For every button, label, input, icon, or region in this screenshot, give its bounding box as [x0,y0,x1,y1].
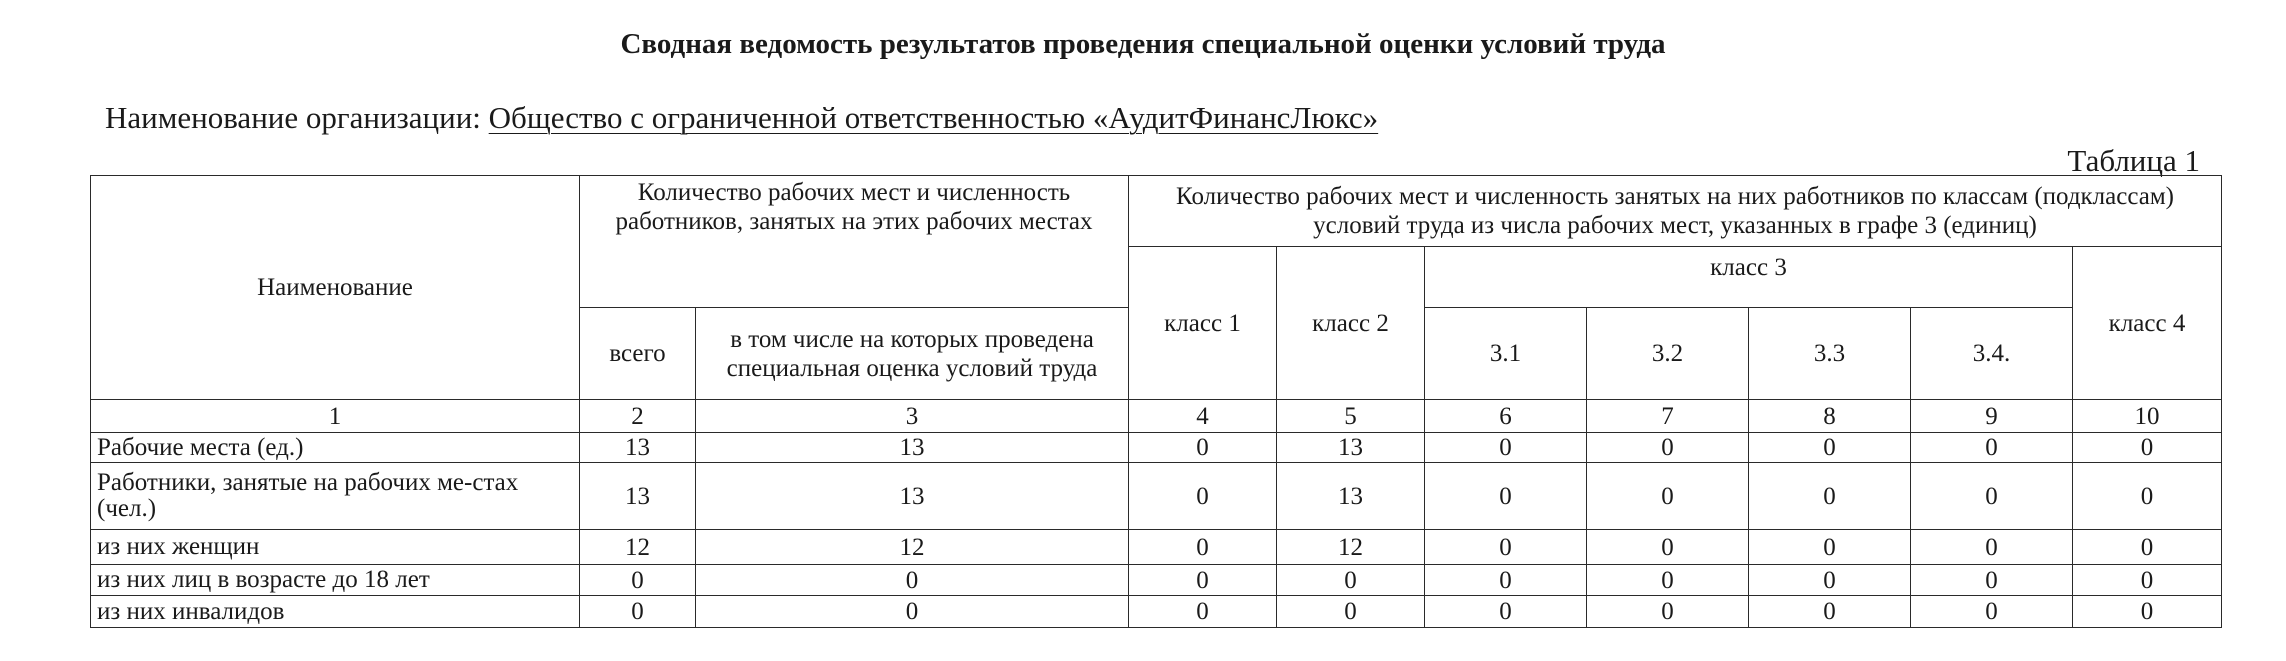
summary-table [90,175,2222,628]
column-number: 10 [2073,400,2222,433]
cell-value: 0 [1277,596,1425,628]
row-label: из них инвалидов [91,596,580,628]
cell-value: 0 [1749,463,1911,530]
column-number: 5 [1277,400,1425,433]
cell-value: 0 [580,596,696,628]
organization-label: Наименование организации: [105,100,489,135]
cell-value: 0 [1425,433,1587,463]
cell-value: 0 [1749,530,1911,565]
cell-value: 0 [1749,433,1911,463]
table-row [91,433,2222,463]
header-class-3: класс 3 [1425,247,2073,308]
cell-value: 0 [1911,596,2073,628]
cell-value: 0 [1425,463,1587,530]
header-subclass-3-4: 3.4. [1911,308,2073,400]
cell-value: 0 [1129,596,1277,628]
cell-value: 0 [1911,565,2073,596]
column-number-row [91,400,2222,433]
cell-value: 12 [580,530,696,565]
cell-value: 0 [1587,530,1749,565]
column-number: 7 [1587,400,1749,433]
cell-value: 0 [696,565,1129,596]
cell-value: 0 [696,596,1129,628]
organization-line [105,99,1378,137]
header-class-2: класс 2 [1277,247,1425,400]
cell-value: 13 [696,433,1129,463]
cell-value: 0 [2073,565,2222,596]
header-class-1: класс 1 [1129,247,1277,400]
table-row [91,463,2222,530]
document-title: Сводная ведомость результатов проведения специальной оценки условий труда [620,28,1666,60]
cell-value: 13 [580,463,696,530]
cell-value: 0 [1129,433,1277,463]
column-number: 6 [1425,400,1587,433]
cell-value: 13 [1277,463,1425,530]
cell-value: 0 [2073,463,2222,530]
cell-value: 0 [580,565,696,596]
cell-value: 0 [1425,530,1587,565]
column-number: 4 [1129,400,1277,433]
cell-value: 0 [1587,463,1749,530]
cell-value: 0 [1749,596,1911,628]
row-label: из них женщин [91,530,580,565]
column-number: 8 [1749,400,1911,433]
header-subclass-3-2: 3.2 [1587,308,1749,400]
cell-value: 0 [2073,596,2222,628]
cell-value: 0 [2073,433,2222,463]
cell-value: 12 [1277,530,1425,565]
row-label: из них лиц в возрасте до 18 лет [91,565,580,596]
table-row [91,565,2222,596]
cell-value: 0 [1277,565,1425,596]
table-row [91,530,2222,565]
column-number: 2 [580,400,696,433]
cell-value: 13 [580,433,696,463]
cell-value: 0 [1129,463,1277,530]
cell-value: 0 [1425,565,1587,596]
organization-name: Общество с ограниченной ответственностью «АудитФинансЛюкс» [488,100,1379,135]
row-label: Работники, занятые на рабочих ме-стах (чел.) [91,463,580,530]
cell-value: 0 [1587,433,1749,463]
cell-value: 0 [1911,463,2073,530]
cell-value: 0 [1911,530,2073,565]
table-row [91,596,2222,628]
cell-value: 0 [1587,565,1749,596]
cell-value: 0 [1129,565,1277,596]
cell-value: 13 [696,463,1129,530]
cell-value: 0 [1425,596,1587,628]
header-subclass-3-1: 3.1 [1425,308,1587,400]
column-number: 1 [91,400,580,433]
cell-value: 13 [1277,433,1425,463]
cell-value: 0 [1749,565,1911,596]
header-name: Наименование [91,176,580,400]
cell-value: 0 [1911,433,2073,463]
header-class-4: класс 4 [2073,247,2222,400]
table-number-label: Таблица 1 [2067,143,2200,178]
column-number: 9 [1911,400,2073,433]
header-total: всего [580,308,696,400]
row-label: Рабочие места (ед.) [91,433,580,463]
cell-value: 12 [696,530,1129,565]
header-assessed: в том числе на которых проведена специальная оценка условий труда [696,308,1129,400]
header-workplaces-group: Количество рабочих мест и численность работников, занятых на этих рабочих местах [580,176,1129,308]
header-classes-group: Количество рабочих мест и численность занятых на них работников по классам (подклассам) условий труда из числа рабочих мест, указанных в графе 3 (единиц) [1129,176,2222,247]
cell-value: 0 [1129,530,1277,565]
column-number: 3 [696,400,1129,433]
cell-value: 0 [2073,530,2222,565]
cell-value: 0 [1587,596,1749,628]
header-subclass-3-3: 3.3 [1749,308,1911,400]
